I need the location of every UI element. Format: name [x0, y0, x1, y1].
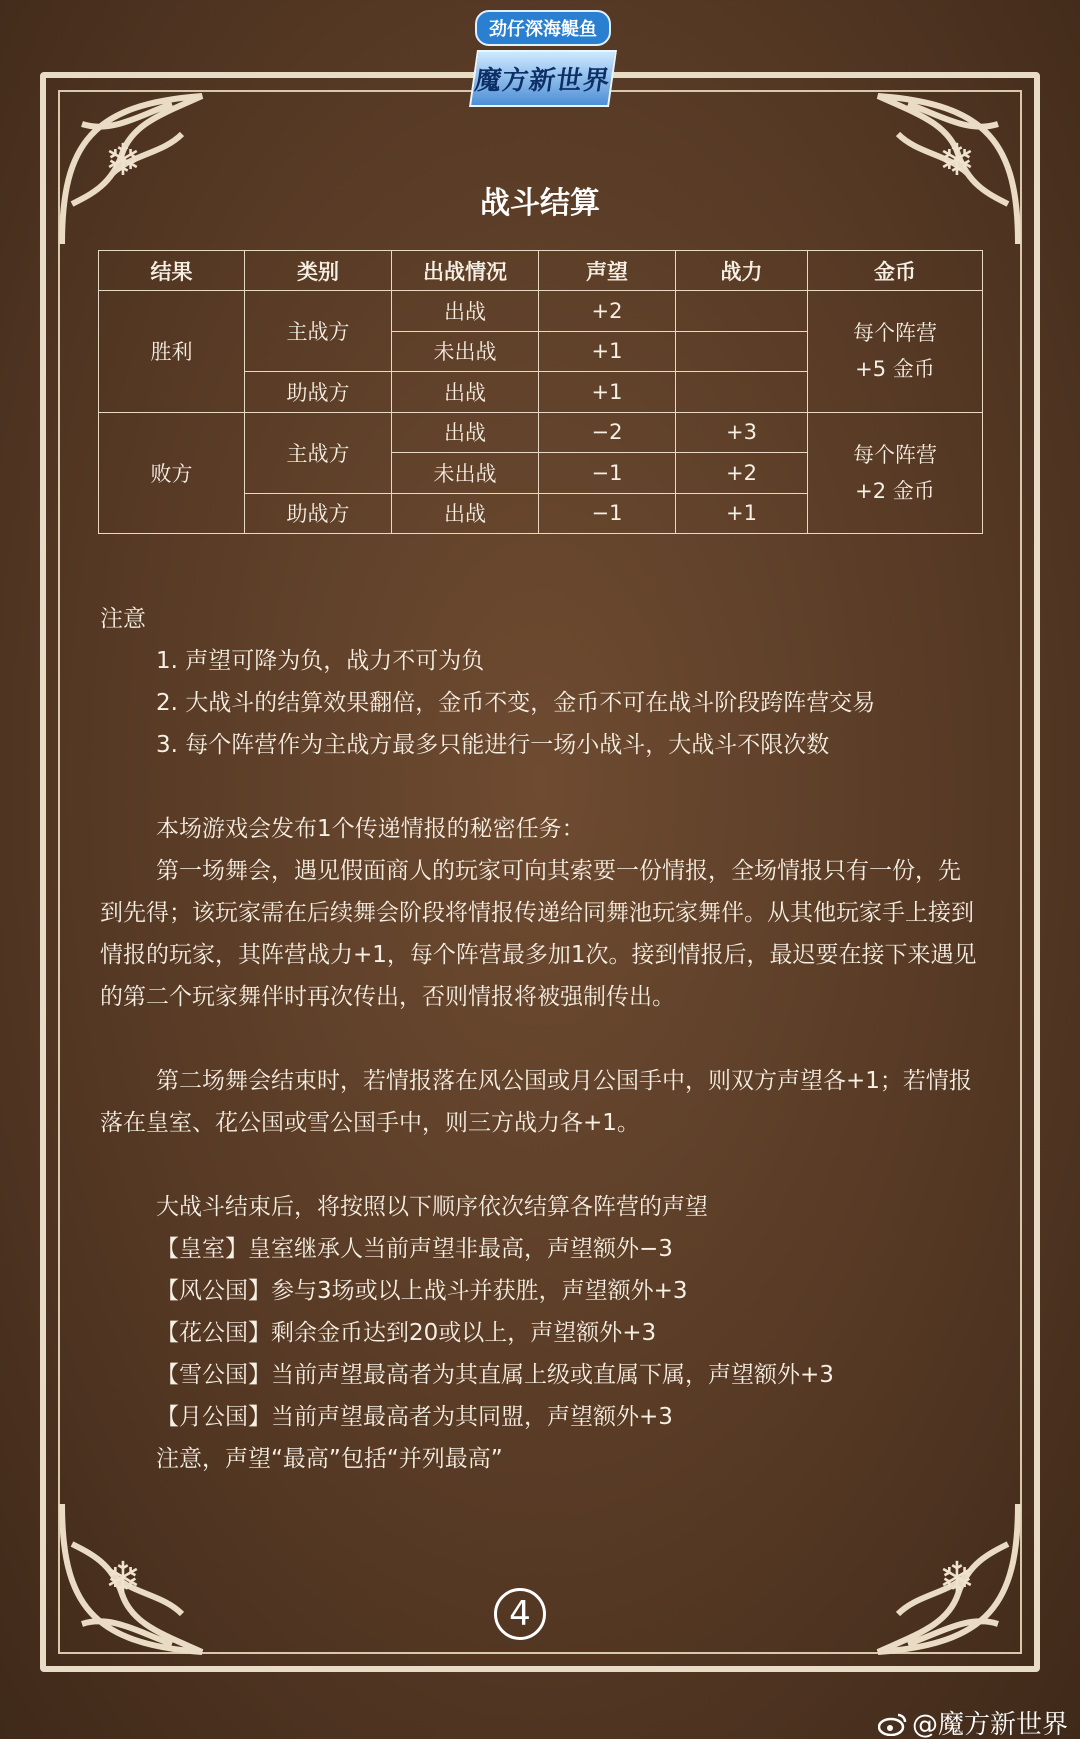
weibo-watermark: [878, 1704, 1068, 1739]
faction-rule: 【花公国】剩余金币达到20或以上，声望额外+3: [156, 1320, 657, 1346]
result-cell: 败方: [99, 412, 245, 534]
power-cell: +1: [676, 493, 808, 534]
power-cell: +2: [676, 453, 808, 494]
status-cell: 出战: [392, 291, 539, 332]
final-note: 注意，声望“最高”包括“并列最高”: [156, 1446, 503, 1472]
snowflake-icon: ❄: [104, 135, 142, 186]
watermark-text: @魔方新世界: [911, 1710, 1068, 1739]
gold-line: +2 金币: [855, 478, 935, 503]
header-cell: 声望: [539, 251, 676, 291]
table-row: [99, 291, 983, 332]
show-title-logo: 魔方新世界: [469, 50, 617, 107]
reputation-cell: −2: [539, 412, 676, 453]
gold-cell: [808, 412, 983, 534]
notes-section: [100, 598, 980, 766]
category-cell: 主战方: [245, 291, 392, 372]
status-cell: 未出战: [392, 453, 539, 494]
page-number: 4: [494, 1588, 546, 1640]
weibo-icon: [878, 1712, 908, 1736]
second-dance-section: [100, 1060, 980, 1144]
note-item: 1. 声望可降为负，战力不可为负: [156, 648, 485, 674]
header-cell: 战力: [676, 251, 808, 291]
snowflake-icon: ❄: [938, 135, 976, 186]
reputation-cell: −1: [539, 453, 676, 494]
faction-rule: 【风公国】参与3场或以上战斗并获胜，声望额外+3: [156, 1278, 688, 1304]
reputation-cell: −1: [539, 493, 676, 534]
snowflake-icon: ❄: [104, 1553, 142, 1604]
reputation-cell: +1: [539, 372, 676, 413]
status-cell: 出战: [392, 412, 539, 453]
sponsor-badge: 劲仔深海鳀鱼: [475, 10, 611, 46]
gold-line: +5 金币: [855, 357, 935, 382]
power-cell: [676, 331, 808, 372]
status-cell: 出战: [392, 372, 539, 413]
reputation-cell: +2: [539, 291, 676, 332]
show-logo: [458, 6, 628, 106]
power-cell: [676, 372, 808, 413]
category-cell: 主战方: [245, 412, 392, 493]
note-item: 3. 每个阵营作为主战方最多只能进行一场小战斗，大战斗不限次数: [156, 732, 830, 758]
mission-intro: 本场游戏会发布1个传递情报的秘密任务：: [156, 816, 585, 842]
category-cell: 助战方: [245, 493, 392, 534]
battle-settlement-table: [98, 250, 983, 534]
second-dance-paragraph: 第二场舞会结束时，若情报落在风公国或月公国手中，则双方声望各+1；若情报落在皇室、花公国或雪公国手中，则三方战力各+1。: [100, 1068, 972, 1136]
mission-section: [100, 808, 980, 1018]
status-cell: 未出战: [392, 331, 539, 372]
header-cell: 金币: [808, 251, 983, 291]
category-cell: 助战方: [245, 372, 392, 413]
table-header-row: [99, 251, 983, 291]
header-cell: 出战情况: [392, 251, 539, 291]
snowflake-icon: ❄: [938, 1553, 976, 1604]
faction-rule: 【月公国】当前声望最高者为其同盟，声望额外+3: [156, 1404, 673, 1430]
faction-rule: 【雪公国】当前声望最高者为其直属上级或直属下属，声望额外+3: [156, 1362, 834, 1388]
final-intro: 大战斗结束后，将按照以下顺序依次结算各阵营的声望: [156, 1194, 708, 1220]
gold-line: 每个阵营: [853, 321, 937, 346]
table-row: [99, 412, 983, 453]
ornament-top-left: [52, 84, 282, 254]
reputation-cell: +1: [539, 331, 676, 372]
note-item: 2. 大战斗的结算效果翻倍，金币不变，金币不可在战斗阶段跨阵营交易: [156, 690, 876, 716]
header-cell: 类别: [245, 251, 392, 291]
mission-paragraph: 第一场舞会，遇见假面商人的玩家可向其索要一份情报，全场情报只有一份，先到先得；该玩家需在后续舞会阶段将情报传递给同舞池玩家舞伴。从其他玩家手上接到情报的玩家，其阵营战力+1，每个阵营最多加1次。接到情报后，最迟要在接下来遇见的第二个玩家舞伴时再次传出，否则情报将被强制传出。: [100, 858, 977, 1010]
final-settlement-section: [100, 1186, 980, 1480]
page-title: 战斗结算: [480, 186, 600, 221]
ornament-bottom-right: [798, 1494, 1028, 1664]
gold-line: 每个阵营: [853, 442, 937, 467]
header-cell: 结果: [99, 251, 245, 291]
result-cell: 胜利: [99, 291, 245, 413]
power-cell: +3: [676, 412, 808, 453]
faction-rule: 【皇室】皇室继承人当前声望非最高，声望额外−3: [156, 1236, 673, 1262]
power-cell: [676, 291, 808, 332]
ornament-top-right: [798, 84, 1028, 254]
ornament-bottom-left: [52, 1494, 282, 1664]
notes-title: 注意: [100, 606, 146, 632]
status-cell: 出战: [392, 493, 539, 534]
gold-cell: [808, 291, 983, 413]
